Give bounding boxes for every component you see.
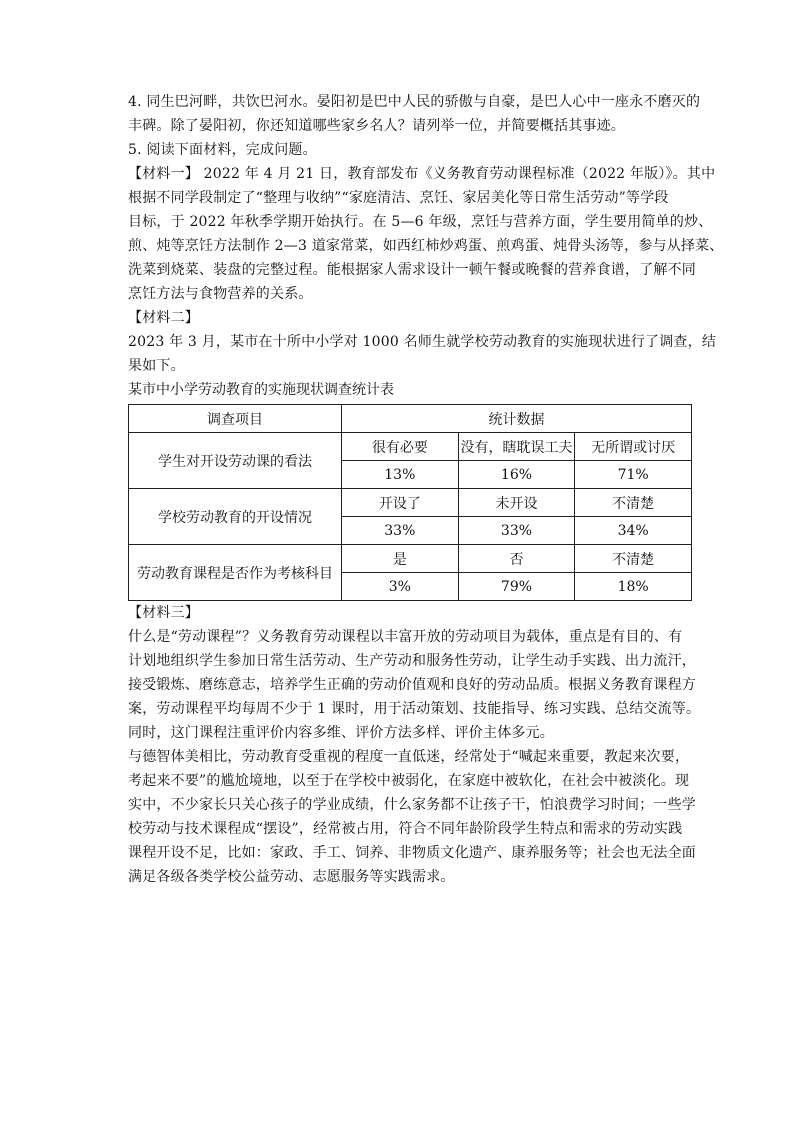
value-cell: 3% [342,573,459,601]
row-item-cell: 劳动教育课程是否作为考核科目 [129,545,342,601]
material-3 [128,601,708,889]
value-cell: 13% [342,461,459,489]
question-4-line-1: 4. 同生巴河畔，共饮巴河水。晏阳初是巴中人民的骄傲与自豪，是巴人心中一座永不磨灭的 [128,94,701,110]
row-item-cell: 学生对开设劳动课的看法 [129,433,342,489]
survey-table [128,404,692,601]
label-cell: 不清楚 [575,545,692,573]
label-cell: 不清楚 [575,489,692,517]
label-cell: 无所谓或讨厌 [575,433,692,461]
material-2-line: 2023 年 3 月，某市在十所中小学对 1000 名师生就学校劳动教育的实施现状进行了调查，结 [128,334,717,350]
material-2-heading: 【材料二】 [128,310,199,326]
label-cell: 否 [458,545,575,573]
material-1 [128,162,724,306]
value-cell: 33% [458,517,575,545]
material-3-line: 考起来不要”的尴尬境地，以至于在学校中被弱化，在家庭中被软化，在社会中被淡化。现 [128,773,690,789]
material-1-line: 洗菜到烧菜、装盘的完整过程。能根据家人需求设计一顿午餐或晚餐的营养食谱，了解不同 [128,262,696,278]
material-3-line: 课程开设不足，比如：家政、手工、饲养、非物质文化遗产、康养服务等；社会也无法全面 [128,845,696,861]
label-cell: 是 [342,545,459,573]
material-1-line: 目标，于 2022 年秋季学期开始执行。在 5—6 年级，烹饪与营养方面，学生要用简单的炒、 [128,214,713,230]
material-3-line: 案，劳动课程平均每周不少于 1 课时，用于活动策划、技能指导、练习实践、总结交流等。 [128,701,701,717]
material-3-line: 计划地组织学生参加日常生活劳动、生产劳动和服务性劳动，让学生动手实践、出力流汗， [128,653,696,669]
material-1-line: 【材料一】 2022 年 4 月 21 日，教育部发布《义务教育劳动课程标准（2022 年版）》。其中 [128,166,716,182]
header-stats-cell: 统计数据 [342,405,692,433]
material-1-line: 烹饪方法与食物营养的关系。 [128,286,313,302]
value-cell: 34% [575,517,692,545]
material-3-line: 与德智体美相比，劳动教育受重视的程度一直低迷，经常处于“喊起来重要，教起来次要， [128,749,690,765]
row-item-cell: 学校劳动教育的开设情况 [129,489,342,545]
value-cell: 33% [342,517,459,545]
material-3-heading: 【材料三】 [128,605,199,621]
table-row [129,433,692,461]
material-2 [128,306,717,601]
table-header-row [129,405,692,433]
material-1-line: 根据不同学段制定了“整理与收纳”“家庭清洁、烹饪、家居美化等日常生活劳动”等学段 [128,190,669,206]
value-cell: 16% [458,461,575,489]
label-cell: 很有必要 [342,433,459,461]
question-4-line-2: 丰碑。除了晏阳初，你还知道哪些家乡名人？请列举一位，并简要概括其事迹。 [128,118,625,134]
table-row [129,489,692,517]
material-3-line: 什么是“劳动课程”？义务教育劳动课程以丰富开放的劳动项目为载体，重点是有目的、有 [128,629,683,645]
material-2-line: 果如下。 [128,358,185,374]
material-3-line: 满足各级各类学校公益劳动、志愿服务等实践需求。 [128,869,455,885]
value-cell: 79% [458,573,575,601]
question-5-line: 5. 阅读下面材料，完成问题。 [128,142,317,158]
table-caption: 某市中小学劳动教育的实施现状调查统计表 [128,382,394,398]
label-cell: 未开设 [458,489,575,517]
material-3-line: 同时，这门课程注重评价内容多维、评价方法多样、评价主体多元。 [128,725,554,741]
document-page [128,90,724,889]
table-row [129,545,692,573]
material-3-line: 接受锻炼、磨练意志，培养学生正确的劳动价值观和良好的劳动品质。根据义务教育课程方 [128,677,696,693]
header-item-cell: 调查项目 [129,405,342,433]
label-cell: 没有，瞎耽误工夫 [458,433,575,461]
value-cell: 71% [575,461,692,489]
value-cell: 18% [575,573,692,601]
material-1-line: 煎、炖等烹饪方法制作 2—3 道家常菜，如西红柿炒鸡蛋、煎鸡蛋、炖骨头汤等，参与从择菜、 [128,238,724,254]
material-3-line: 校劳动与技术课程成“摆设”，经常被占用，符合不同年龄阶段学生特点和需求的劳动实践 [128,821,683,837]
label-cell: 开设了 [342,489,459,517]
material-3-line: 实中，不少家长只关心孩子的学业成绩，什么家务都不让孩子干，怕浪费学习时间；一些学 [128,797,696,813]
